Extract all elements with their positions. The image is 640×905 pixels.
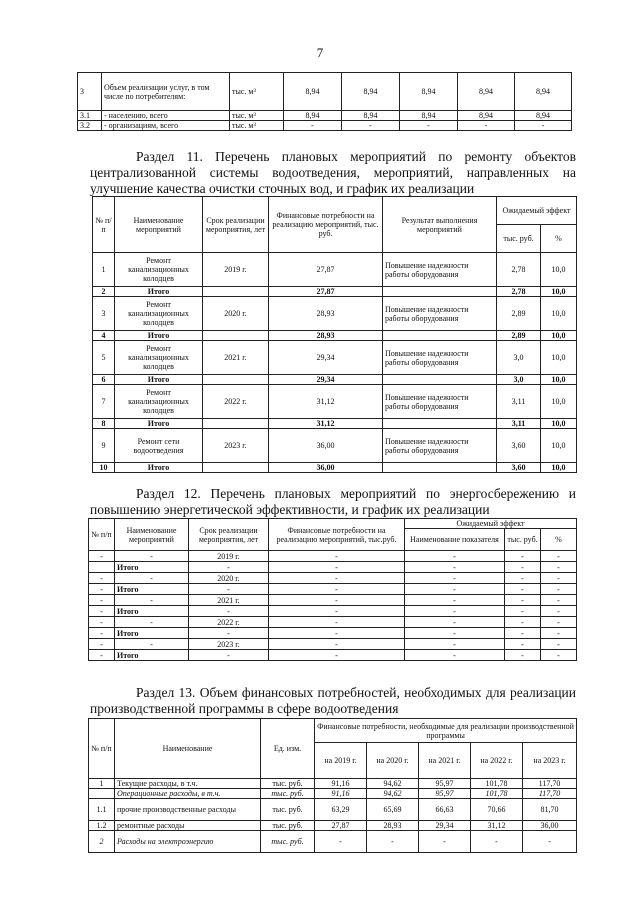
header-name: Наименование мероприятий	[115, 519, 189, 551]
row-term: -	[189, 606, 269, 617]
table-row	[89, 606, 577, 617]
row-name: Итого	[115, 287, 203, 297]
row-name: Операционные расходы, в т.ч.	[115, 789, 261, 799]
row-unit: тыс. м³	[230, 111, 284, 121]
row-finance: 27,87	[269, 287, 383, 297]
row-value: 28,93	[367, 821, 419, 831]
row-indicator: -	[405, 639, 505, 650]
table-row	[93, 341, 577, 375]
table-row	[89, 628, 577, 639]
row-finance: 28,93	[269, 297, 383, 331]
row-result: Повышение надежности работы оборудования	[383, 297, 497, 331]
row-name: Ремонт канализационных колодцев	[115, 297, 203, 331]
table-row	[89, 562, 577, 573]
row-value: 8,94	[400, 111, 458, 121]
row-effect-pct: -	[541, 650, 577, 661]
row-indicator: -	[405, 650, 505, 661]
row-term: -	[189, 562, 269, 573]
row-effect-pct: 10,0	[541, 429, 577, 463]
row-value: 8,94	[458, 111, 515, 121]
row-term: 2020 г.	[203, 297, 269, 331]
header-name: Наименование	[115, 719, 261, 779]
row-name: -	[115, 617, 189, 628]
row-unit: тыс. м³	[230, 121, 284, 131]
row-number: 9	[93, 429, 115, 463]
row-finance: -	[269, 628, 405, 639]
table-row	[89, 639, 577, 650]
row-effect-rub: 3,11	[497, 419, 541, 429]
row-unit: тыс. руб.	[261, 831, 315, 853]
row-value: 8,94	[515, 73, 572, 111]
row-effect-pct: 10,0	[541, 419, 577, 429]
table-row	[93, 375, 577, 385]
row-number: -	[89, 551, 115, 562]
row-number: -	[89, 650, 115, 661]
row-effect-rub: -	[505, 606, 541, 617]
table-row	[89, 789, 577, 799]
row-name: -	[115, 573, 189, 584]
row-value: 117,70	[523, 779, 577, 789]
row-term	[203, 375, 269, 385]
row-number: -	[89, 573, 115, 584]
row-indicator: -	[405, 562, 505, 573]
row-value: 95,97	[419, 789, 471, 799]
row-number: -	[89, 595, 115, 606]
row-result	[383, 419, 497, 429]
row-value: 8,94	[515, 111, 572, 121]
row-number: 3.2	[78, 121, 102, 131]
header-finance: Финансовые потребности на реализацию мероприятий, тыс. руб.	[269, 197, 383, 253]
header-finance: Финансовые потребности на реализацию мероприятий, тыс.руб.	[269, 519, 405, 551]
row-value: 29,34	[419, 821, 471, 831]
table-row	[78, 73, 572, 111]
header-indicator: Наименование показателя	[405, 529, 505, 551]
header-term: Срок реализации мероприятия, лет	[203, 197, 269, 253]
row-number: -	[89, 617, 115, 628]
row-effect-rub: 2,78	[497, 253, 541, 287]
row-value: 8,94	[458, 73, 515, 111]
row-result	[383, 331, 497, 341]
table-row	[78, 121, 572, 131]
row-effect-rub: -	[505, 584, 541, 595]
row-term: -	[189, 584, 269, 595]
row-value: -	[400, 121, 458, 131]
section-13-title: Раздел 13. Объем финансовых потребностей, необходимых для реализации производственной программы в сфере водоотведения	[90, 685, 576, 716]
row-effect-pct: -	[541, 639, 577, 650]
row-finance: -	[269, 595, 405, 606]
row-result: Повышение надежности работы оборудования	[383, 429, 497, 463]
row-effect-pct: 10,0	[541, 341, 577, 375]
row-name: Объем реализации услуг, в том числе по потребителям:	[102, 73, 230, 111]
header-term: Срок реализации мероприятия, лет	[189, 519, 269, 551]
row-value: -	[342, 121, 400, 131]
table-row	[93, 253, 577, 287]
row-term	[203, 419, 269, 429]
row-name: -	[115, 595, 189, 606]
row-finance: 29,34	[269, 375, 383, 385]
row-effect-rub: 3,0	[497, 341, 541, 375]
row-value: 101,78	[471, 779, 523, 789]
row-name: Итого	[115, 562, 189, 573]
row-result	[383, 287, 497, 297]
table-row	[93, 429, 577, 463]
table-row	[93, 385, 577, 419]
header-rub: тыс. руб.	[505, 529, 541, 551]
row-unit: тыс. руб.	[261, 821, 315, 831]
row-indicator: -	[405, 573, 505, 584]
row-number: 1.2	[89, 821, 115, 831]
row-effect-rub: 3,60	[497, 429, 541, 463]
row-indicator: -	[405, 584, 505, 595]
table-row	[89, 584, 577, 595]
row-indicator: -	[405, 595, 505, 606]
row-finance: 28,93	[269, 331, 383, 341]
row-effect-rub: 3,60	[497, 463, 541, 473]
row-name: Итого	[115, 584, 189, 595]
row-term	[203, 287, 269, 297]
header-unit: Ед. изм.	[261, 719, 315, 779]
row-finance: -	[269, 573, 405, 584]
row-finance: 36,00	[269, 429, 383, 463]
row-name: Итого	[115, 650, 189, 661]
row-unit: тыс. м³	[230, 73, 284, 111]
row-effect-rub: 2,78	[497, 287, 541, 297]
table-row	[89, 831, 577, 853]
section-12-title: Раздел 12. Перечень плановых мероприятий по энергосбережению и повышению энергетической эффективности, и график их реализации	[90, 486, 576, 517]
row-finance: 36,00	[269, 463, 383, 473]
energy-measures-table	[88, 518, 577, 661]
row-number: 2	[89, 831, 115, 853]
table-row	[93, 463, 577, 473]
row-value: 95,97	[419, 779, 471, 789]
row-name: Ремонт канализационных колодцев	[115, 341, 203, 375]
row-value: -	[284, 121, 342, 131]
table-row	[78, 111, 572, 121]
row-term: 2023 г.	[189, 639, 269, 650]
row-term: 2019 г.	[203, 253, 269, 287]
row-effect-rub: -	[505, 595, 541, 606]
table-row	[93, 297, 577, 331]
row-effect-pct: -	[541, 573, 577, 584]
header-pct: %	[541, 529, 577, 551]
row-finance: 27,87	[269, 253, 383, 287]
row-number: 10	[93, 463, 115, 473]
row-name: Ремонт канализационных колодцев	[115, 385, 203, 419]
header-year: на 2023 г.	[523, 743, 577, 779]
page-number: 7	[316, 45, 324, 60]
row-name: прочие производственные расходы	[115, 799, 261, 821]
repair-measures-table	[92, 196, 577, 473]
row-term: 2023 г.	[203, 429, 269, 463]
row-value: 66,63	[419, 799, 471, 821]
row-number: -	[89, 639, 115, 650]
row-value: 8,94	[342, 111, 400, 121]
table-row	[89, 799, 577, 821]
row-value: 8,94	[284, 73, 342, 111]
row-unit: тыс. руб.	[261, 789, 315, 799]
row-value: 91,16	[315, 779, 367, 789]
row-value: -	[515, 121, 572, 131]
row-finance: 31,12	[269, 385, 383, 419]
row-number: 8	[93, 419, 115, 429]
row-number: 3	[93, 297, 115, 331]
row-effect-pct: 10,0	[541, 253, 577, 287]
row-number: 1.1	[89, 799, 115, 821]
row-finance: -	[269, 584, 405, 595]
table-row	[89, 551, 577, 562]
row-result: Повышение надежности работы оборудования	[383, 341, 497, 375]
row-finance: -	[269, 606, 405, 617]
row-indicator: -	[405, 628, 505, 639]
row-unit: тыс. руб.	[261, 779, 315, 789]
row-indicator: -	[405, 551, 505, 562]
row-number	[89, 562, 115, 573]
row-result: Повышение надежности работы оборудования	[383, 253, 497, 287]
header-no: № п/п	[89, 519, 115, 551]
row-number: 5	[93, 341, 115, 375]
row-finance: -	[269, 617, 405, 628]
row-value: 36,00	[523, 821, 577, 831]
row-finance: 31,12	[269, 419, 383, 429]
header-year: на 2019 г.	[315, 743, 367, 779]
row-result	[383, 375, 497, 385]
header-effect: Ожидаемый эффект	[497, 197, 577, 225]
row-number: 3	[78, 73, 102, 111]
row-effect-rub: -	[505, 573, 541, 584]
row-name: -	[115, 639, 189, 650]
row-finance: -	[269, 650, 405, 661]
header-year: на 2020 г.	[367, 743, 419, 779]
row-effect-rub: 3,0	[497, 375, 541, 385]
row-effect-rub: -	[505, 617, 541, 628]
row-term	[203, 331, 269, 341]
row-name: -	[115, 551, 189, 562]
table-row	[89, 595, 577, 606]
row-finance: -	[269, 551, 405, 562]
row-number: 1	[93, 253, 115, 287]
row-number: -	[89, 628, 115, 639]
row-indicator: -	[405, 606, 505, 617]
row-number: 6	[93, 375, 115, 385]
row-value: 101,78	[471, 789, 523, 799]
row-value: 8,94	[284, 111, 342, 121]
row-value: 94,62	[367, 789, 419, 799]
header-year: на 2021 г.	[419, 743, 471, 779]
row-value: 63,29	[315, 799, 367, 821]
row-effect-rub: -	[505, 650, 541, 661]
row-value: 117,70	[523, 789, 577, 799]
row-value: 94,62	[367, 779, 419, 789]
row-finance: -	[269, 562, 405, 573]
row-name: Ремонт сети водоотведения	[115, 429, 203, 463]
row-value: 8,94	[342, 73, 400, 111]
volume-table	[77, 72, 572, 131]
row-effect-pct: -	[541, 606, 577, 617]
table-row	[89, 650, 577, 661]
row-name: Текущие расходы, в т.ч.	[115, 779, 261, 789]
header-name: Наименование мероприятий	[115, 197, 203, 253]
row-effect-rub: -	[505, 562, 541, 573]
row-number: 2	[93, 287, 115, 297]
row-term: -	[189, 628, 269, 639]
row-effect-pct: 10,0	[541, 375, 577, 385]
row-number	[89, 789, 115, 799]
row-effect-pct: 10,0	[541, 385, 577, 419]
row-value: -	[315, 831, 367, 853]
row-name: Расходы на электроэнергию	[115, 831, 261, 853]
row-name: Итого	[115, 419, 203, 429]
header-year: на 2022 г.	[471, 743, 523, 779]
row-effect-pct: -	[541, 584, 577, 595]
row-name: ремонтные расходы	[115, 821, 261, 831]
row-number: -	[89, 584, 115, 595]
header-finance: Финансовые потребности, необходимые для реализации производственной программы	[315, 719, 577, 743]
row-term: 2022 г.	[189, 617, 269, 628]
row-effect-pct: 10,0	[541, 463, 577, 473]
row-name: Итого	[115, 628, 189, 639]
table-row	[89, 617, 577, 628]
row-indicator: -	[405, 617, 505, 628]
row-value: 91,16	[315, 789, 367, 799]
row-name: - населению, всего	[102, 111, 230, 121]
table-row	[93, 287, 577, 297]
row-name: Итого	[115, 331, 203, 341]
header-no: № п/п	[89, 719, 115, 779]
row-effect-rub: -	[505, 639, 541, 650]
header-result: Результат выполнения мероприятий	[383, 197, 497, 253]
row-effect-rub: -	[505, 628, 541, 639]
row-term: 2022 г.	[203, 385, 269, 419]
header-rub: тыс. руб.	[497, 225, 541, 253]
row-result: Повышение надежности работы оборудования	[383, 385, 497, 419]
row-effect-rub: 2,89	[497, 297, 541, 331]
row-effect-pct: -	[541, 617, 577, 628]
row-result	[383, 463, 497, 473]
row-name: Итого	[115, 463, 203, 473]
table-row	[93, 419, 577, 429]
row-effect-pct: -	[541, 628, 577, 639]
row-term: 2021 г.	[203, 341, 269, 375]
row-effect-pct: 10,0	[541, 287, 577, 297]
row-effect-rub: -	[505, 551, 541, 562]
row-effect-pct: 10,0	[541, 331, 577, 341]
row-name: Итого	[115, 375, 203, 385]
row-value: -	[471, 831, 523, 853]
row-name: - организациям, всего	[102, 121, 230, 131]
row-unit: тыс. руб.	[261, 799, 315, 821]
row-term: -	[189, 650, 269, 661]
row-name: Ремонт канализационных колодцев	[115, 253, 203, 287]
row-value: 81,70	[523, 799, 577, 821]
row-finance: 29,34	[269, 341, 383, 375]
row-number: 3.1	[78, 111, 102, 121]
header-pct: %	[541, 225, 577, 253]
row-number: -	[89, 606, 115, 617]
row-term: 2019 г.	[189, 551, 269, 562]
header-effect: Ожидаемый эффект	[405, 519, 577, 529]
row-value: 70,66	[471, 799, 523, 821]
row-number: 7	[93, 385, 115, 419]
table-row	[93, 331, 577, 341]
section-11-title: Раздел 11. Перечень плановых мероприятий по ремонту объектов централизованной системы водоотведения, мероприятий, направленных на улучшение качества очистки сточных вод, и график их реализации	[90, 149, 576, 196]
row-value: 8,94	[400, 73, 458, 111]
financial-needs-table	[88, 718, 577, 853]
row-value: -	[458, 121, 515, 131]
row-number: 4	[93, 331, 115, 341]
row-term	[203, 463, 269, 473]
header-no: № п/ п	[93, 197, 115, 253]
row-value: 27,87	[315, 821, 367, 831]
row-effect-pct: -	[541, 551, 577, 562]
table-row	[89, 821, 577, 831]
row-term: 2021 г.	[189, 595, 269, 606]
row-name: Итого	[115, 606, 189, 617]
row-number: 1	[89, 779, 115, 789]
table-row	[89, 779, 577, 789]
row-term: 2020 г.	[189, 573, 269, 584]
row-finance: -	[269, 639, 405, 650]
row-effect-pct: 10,0	[541, 297, 577, 331]
row-effect-rub: 2,89	[497, 331, 541, 341]
row-effect-pct: -	[541, 562, 577, 573]
row-value: 31,12	[471, 821, 523, 831]
table-row	[89, 573, 577, 584]
row-value: -	[367, 831, 419, 853]
row-value: -	[523, 831, 577, 853]
row-effect-rub: 3,11	[497, 385, 541, 419]
row-value: -	[419, 831, 471, 853]
row-value: 65,69	[367, 799, 419, 821]
row-effect-pct: -	[541, 595, 577, 606]
